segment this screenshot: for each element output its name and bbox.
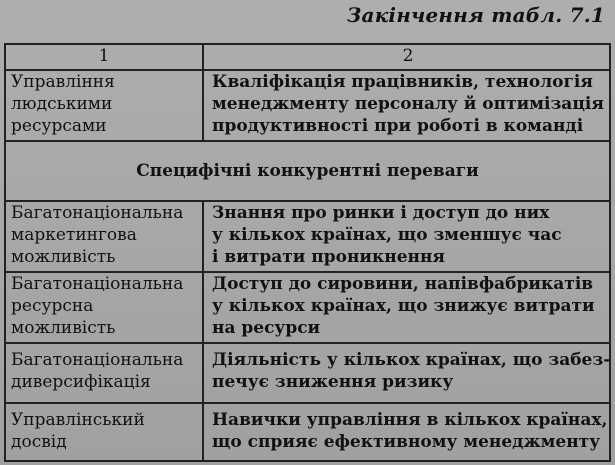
- row-label-line: можливість: [11, 318, 116, 338]
- row-description-cell: [204, 404, 609, 460]
- row-description-cell: [204, 202, 609, 271]
- row-description-line: менеджменту персоналу й оптимізація: [212, 94, 604, 114]
- row-label-line: Багатонаціональна: [11, 203, 184, 223]
- row-label-line: диверсифікація: [11, 372, 151, 392]
- row-description-line: Доступ до сировини, напівфабрикатів: [212, 274, 594, 294]
- row-description-cell: [204, 71, 609, 140]
- row-label-line: Багатонаціональна: [11, 350, 184, 370]
- table-header-row: [6, 45, 609, 69]
- table-row: [6, 69, 609, 140]
- row-description-line: Діяльність у кількох країнах, що забез-: [212, 350, 611, 370]
- row-label-line: ресурсна: [11, 296, 94, 316]
- table-row: [6, 402, 609, 460]
- row-label-line: Багатонаціональна: [11, 274, 184, 294]
- row-label-cell: [6, 344, 204, 402]
- row-description-line: Знання про ринки і доступ до них: [212, 203, 550, 223]
- row-label-line: можливість: [11, 247, 116, 267]
- row-label-line: маркетингова: [11, 225, 137, 245]
- row-label-line: Управлінський: [11, 410, 145, 430]
- row-description-line: на ресурси: [212, 318, 321, 338]
- row-description-line: у кількох країнах, що знижує витрати: [212, 296, 595, 316]
- row-label-line: людськими: [11, 94, 113, 114]
- row-description-line: і витрати проникнення: [212, 247, 445, 267]
- row-description-cell: [204, 273, 609, 342]
- row-label-cell: [6, 202, 204, 271]
- row-description-line: печує зниження ризику: [212, 372, 454, 392]
- row-description-line: у кількох країнах, що зменшує час: [212, 225, 562, 245]
- header-col-2: 2: [402, 46, 414, 66]
- row-description-line: продуктивності при роботі в команді: [212, 116, 584, 136]
- table-row: [6, 271, 609, 342]
- table-caption: Закінчення табл. 7.1: [346, 3, 605, 27]
- row-label-cell: [6, 273, 204, 342]
- section-title-row: [6, 140, 609, 200]
- header-col-1: 1: [6, 45, 204, 69]
- row-label-line: ресурсами: [11, 116, 107, 136]
- row-label-line: досвід: [11, 432, 67, 452]
- row-description-line: Кваліфікація працівників, технологія: [212, 72, 593, 92]
- row-description-cell: [204, 344, 609, 402]
- row-label-cell: [6, 71, 204, 140]
- row-description-line: що сприяє ефективному менеджменту: [212, 432, 601, 452]
- competitive-advantages-table: [4, 43, 611, 462]
- row-label-cell: [6, 404, 204, 460]
- table-row: [6, 200, 609, 271]
- row-description-line: Навички управління в кількох країнах,: [212, 410, 608, 430]
- table-row: [6, 342, 609, 402]
- row-label-line: Управління: [11, 72, 115, 92]
- section-title: Специфічні конкурентні переваги: [136, 161, 479, 181]
